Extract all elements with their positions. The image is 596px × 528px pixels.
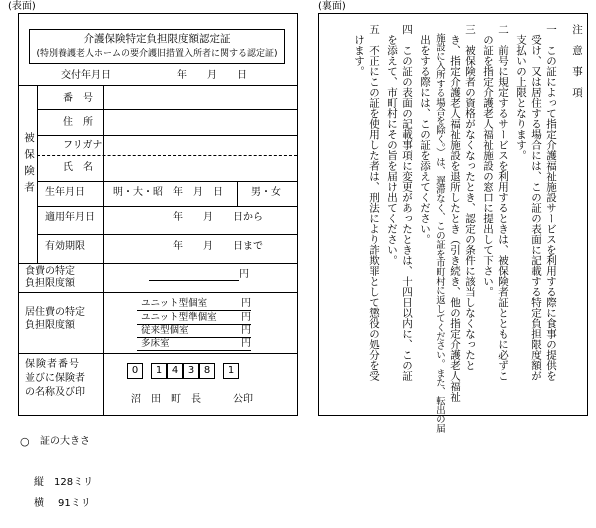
apply-date-value: 年 月 日から xyxy=(173,212,263,223)
size-heading: 証の大きさ xyxy=(40,436,90,447)
note-line: 受け、又は居住する場合には、この証の表面に記載する特定負担限度額が xyxy=(530,24,542,381)
note-line: 三 被保険者の資格がなくなったとき、認定の条件に該当しなくなったと xyxy=(464,24,476,371)
note-line: 出をする際には、この証を添えてください。 xyxy=(419,24,431,245)
bullet-icon: ○ xyxy=(20,435,30,448)
insurer-label-1: 保険者番号 xyxy=(25,359,80,370)
note-line: けます。 xyxy=(353,24,365,77)
housing-item: 従来型個室 xyxy=(141,325,189,336)
width-value: 91ミリ xyxy=(58,498,91,509)
food-cost-blank xyxy=(149,280,239,281)
housing-cost-label-1: 居住費の特定 xyxy=(25,307,85,318)
insurer-number-digit: 3 xyxy=(183,363,199,379)
housing-yen: 円 xyxy=(241,312,251,323)
housing-cost-label-2: 負担限度額 xyxy=(25,320,75,331)
notes-heading: 注 意 事 項 xyxy=(571,24,583,98)
apply-date-label: 適用年月日 xyxy=(45,212,95,223)
insurer-number-digit: 1 xyxy=(151,363,167,379)
card-title: 介護保険特定負担限度額認定証 xyxy=(83,33,231,45)
valid-period-label: 有効期限 xyxy=(45,241,85,252)
note-line: 二 前号に規定するサービスを利用するときは、被保険者証とともに必ずこ xyxy=(497,24,509,381)
sex-value: 男・女 xyxy=(251,187,281,198)
insurer-number-digit: 0 xyxy=(127,363,143,379)
housing-item: ユニット型個室 xyxy=(141,298,208,309)
housing-item: 多床室 xyxy=(141,338,170,349)
card-title-box xyxy=(29,29,285,64)
furigana-label: フリガナ xyxy=(63,140,103,151)
insurer-number-digit: 4 xyxy=(167,363,183,379)
front-side-label: (表面) xyxy=(8,1,36,12)
width-label: 横 xyxy=(34,498,44,509)
insured-person-label: 被保険者 xyxy=(23,132,35,198)
food-cost-label-2: 負担限度額 xyxy=(25,278,75,289)
note-line: き、指定介護老人福祉施設を退所したとき（引き続き、他の指定介護老人福祉 xyxy=(449,24,461,402)
back-side-label: (裏面) xyxy=(318,1,346,12)
food-cost-label-1: 食費の特定 xyxy=(25,266,75,277)
note-line: 五 不正にこの証を使用した者は、刑法により詐欺罪として懲役の処分を受 xyxy=(368,24,380,381)
official-seal: 公印 xyxy=(233,394,253,405)
issue-date-value: 年 月 日 xyxy=(177,70,247,81)
insurer-number-digit: 8 xyxy=(199,363,215,379)
note-line: 施設に入所する場合を除く。）は、遅滞なく、この証を市町村に返してください。また、転出の届 xyxy=(434,24,445,433)
number-label: 番 号 xyxy=(63,93,93,104)
note-line: 四 この証の表面の記載事項に変更があったときは、十四日以内に、この証 xyxy=(401,24,413,381)
housing-item: ユニット型準個室 xyxy=(141,312,217,323)
insurer-label-3: の名称及び印 xyxy=(25,387,85,398)
back-card xyxy=(318,13,588,433)
note-line: を添えて、市町村にその旨を届け出てください。 xyxy=(386,24,398,266)
note-line: の証を指定介護老人福祉施設の窓口に提出して下さい。 xyxy=(482,24,494,297)
insurer-name: 沼 田 町 長 xyxy=(131,394,201,405)
housing-yen: 円 xyxy=(241,338,251,349)
front-card xyxy=(18,13,298,416)
note-line: 一 この証によって指定介護福祉施設サービスを利用する際に食事の提供を xyxy=(545,24,557,381)
valid-period-value: 年 月 日まで xyxy=(173,241,263,252)
insurer-number-digit: 1 xyxy=(223,363,239,379)
height-label: 縦 xyxy=(34,477,44,488)
address-label: 住 所 xyxy=(63,117,93,128)
housing-yen: 円 xyxy=(241,298,251,309)
note-line: 支払いの上限となります。 xyxy=(515,24,527,161)
name-label: 氏 名 xyxy=(63,162,93,173)
insurer-label-2: 並びに保険者 xyxy=(25,373,85,384)
birthdate-label: 生年月日 xyxy=(45,187,85,198)
housing-yen: 円 xyxy=(241,325,251,336)
card-subtitle: (特別養護老人ホームの要介護旧措置入所者に関する認定証) xyxy=(36,49,278,59)
birthdate-value: 明・大・昭 年 月 日 xyxy=(113,187,223,198)
issue-date-label: 交付年月日 xyxy=(61,70,111,81)
food-cost-yen: 円 xyxy=(239,269,249,280)
height-value: 128ミリ xyxy=(54,477,94,488)
